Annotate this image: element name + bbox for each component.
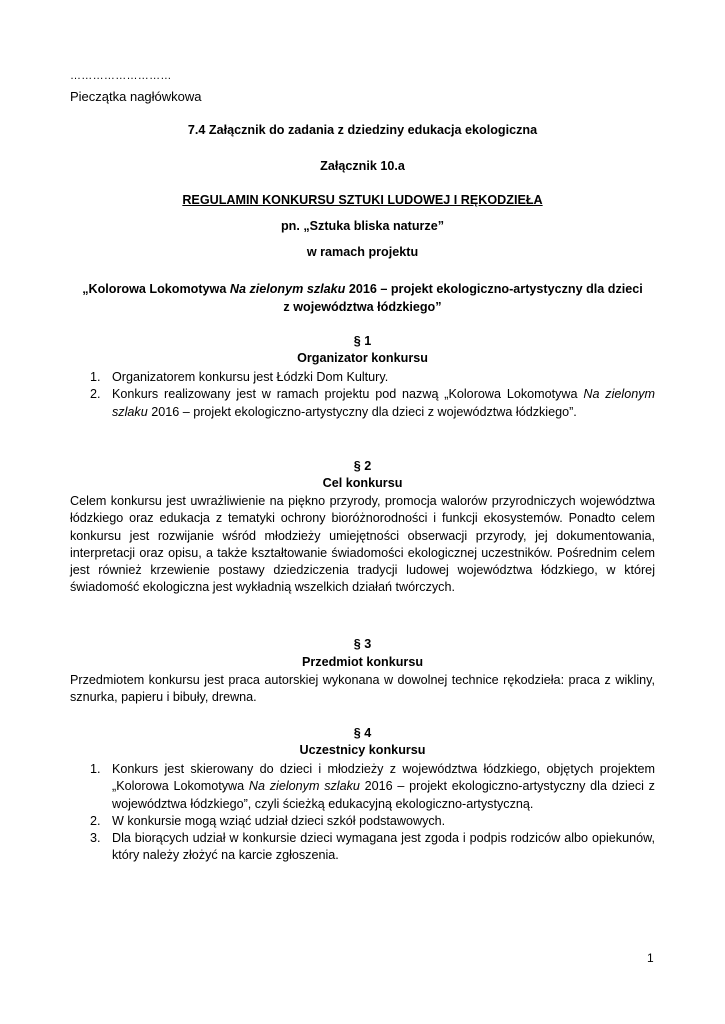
list-number: 2. — [90, 387, 101, 402]
section-1-mark: § 1 — [353, 334, 372, 348]
list-item-italic: Na zielonym szlaku — [112, 387, 655, 419]
page-number: 1 — [647, 951, 654, 965]
list-number: 3. — [90, 831, 101, 846]
list-item-text-c: 2016 – projekt ekologiczno-artystyczny dla dzieci z województwa łódzkiego”. — [147, 404, 577, 419]
project-title-italic: Na zielonym szlaku — [229, 282, 346, 296]
attachment-number: Załącznik 10.a — [320, 159, 405, 173]
section-2-mark: § 2 — [353, 459, 372, 473]
list-number: 1. — [90, 762, 101, 776]
stamp-placeholder-dots: ……………………… — [70, 70, 172, 82]
list-item — [70, 369, 655, 386]
contest-name: pn. „Sztuka bliska naturze” — [280, 219, 445, 233]
section-1-title: Organizator konkursu — [297, 351, 428, 365]
list-item-text: W konkursie mogą wziąć udział dzieci szkół podstawowych. — [112, 813, 446, 828]
list-item — [70, 830, 655, 865]
project-title-part-c: 2016 – projekt ekologiczno-artystyczny dla dzieci — [345, 282, 643, 296]
list-item-text-a: Konkurs jest skierowany do dzieci i młodzieży z województwa łódzkiego, objętych projektem „Kolorowa Lokomotywa — [112, 762, 655, 794]
list-item — [70, 386, 655, 421]
list-item-text: Organizatorem konkursu jest Łódzki Dom Kultury. — [112, 370, 389, 384]
stamp-label: Pieczątka nagłówkowa — [70, 89, 202, 104]
list-number: 1. — [90, 370, 101, 384]
project-title — [70, 281, 655, 316]
project-title-part-a: „Kolorowa Lokomotywa — [82, 282, 230, 296]
list-item-text-c: 2016 – projekt ekologiczno-artystyczny dla dzieci z województwa łódzkiego”, czyli ścieżką edukacyjną ekologiczno-artystyczną. — [112, 779, 655, 811]
list-item-italic: Na zielonym szlaku — [248, 779, 360, 794]
list-number: 2. — [90, 813, 101, 828]
section-2-text: Celem konkursu jest uwrażliwienie na piękno przyrody, promocja walorów przyrodniczych województwa łódzkiego oraz edukacja z tematyki ochrony bioróżnorodności i funkcji ekosystemów. Ponadto celem konkursu jest rozwijanie wśród młodzieży umiejętności obserwacji przyrody, jej dokumentowania, interpretacji oraz opisu, a także kształtowanie świadomości ekologicznej uczestników. Pośrednim celem jest również krzewienie postawy dziedziczenia tradycji ludowej województwa łódzkiego, w której świadomość ekologiczna jest wykładnią wszelkich działań twórczych. — [70, 494, 655, 595]
section-4-title: Uczestnicy konkursu — [299, 743, 426, 757]
section-4-mark: § 4 — [353, 726, 372, 740]
regulation-title: REGULAMIN KONKURSU SZTUKI LUDOWEJ I RĘKODZIEŁA — [182, 193, 543, 207]
section-2-title: Cel konkursu — [322, 476, 403, 490]
section-3-text: Przedmiotem konkursu jest praca autorskiej wykonana w dowolnej technice rękodzieła: praca z wikliny, sznurka, papieru i bibuły, drewna. — [70, 673, 655, 705]
project-title-part-d: z województwa łódzkiego” — [283, 299, 442, 314]
section-1-list — [70, 369, 655, 421]
attachment-heading: 7.4 Załącznik do zadania z dziedziny edukacja ekologiczna — [187, 123, 538, 137]
list-item — [70, 813, 655, 830]
list-item-text: Dla biorących udział w konkursie dzieci wymagana jest zgoda i podpis rodziców albo opiekunów, który należy złożyć na karcie zgłoszenia. — [112, 831, 655, 863]
project-intro: w ramach projektu — [306, 245, 419, 259]
list-item-text-a: Konkurs realizowany jest w ramach projektu pod nazwą „Kolorowa Lokomotywa — [112, 387, 584, 402]
section-3-title: Przedmiot konkursu — [301, 655, 424, 669]
section-4-list — [70, 761, 655, 865]
section-3-mark: § 3 — [353, 637, 372, 651]
list-item — [70, 761, 655, 813]
